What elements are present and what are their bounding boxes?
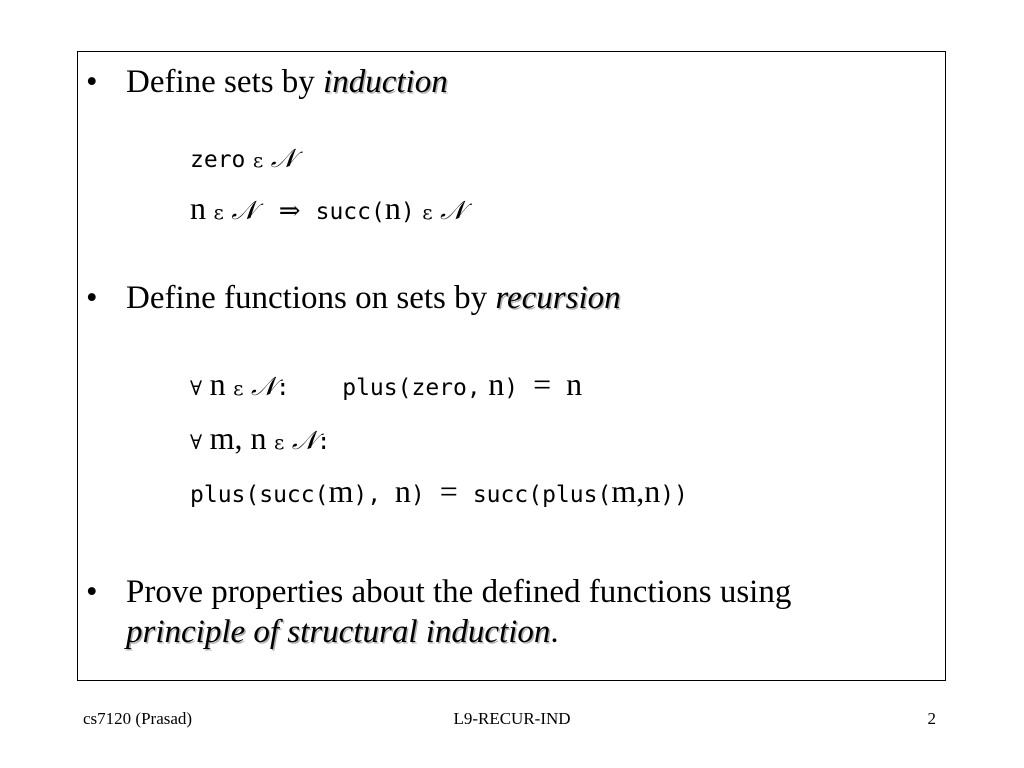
math-line-forall-mn <box>190 420 331 460</box>
math-line-succ <box>190 190 465 230</box>
bullet-define-functions <box>86 278 621 318</box>
bullet-prove-properties <box>86 572 926 652</box>
epsilon-symbol: ε <box>233 376 244 400</box>
bullet-emphasis: principle of structural induction <box>126 614 551 650</box>
math-paren: ), <box>353 482 395 508</box>
math-line-zero <box>190 140 296 178</box>
bullet-dot: • <box>86 574 98 610</box>
epsilon-symbol: ε <box>273 430 285 454</box>
forall-symbol: ∀ <box>190 376 203 400</box>
math-line-plus-succ <box>190 473 688 513</box>
math-line-plus-zero <box>190 366 582 406</box>
math-func: succ(plus( <box>472 482 612 508</box>
math-var: m <box>328 473 354 509</box>
bullet-tail: . <box>550 614 559 650</box>
math-zero: zero <box>190 147 246 173</box>
math-func: succ( <box>315 199 385 225</box>
forall-symbol: ∀ <box>190 430 203 454</box>
math-paren: ) <box>400 199 415 225</box>
bullet-define-sets <box>86 62 448 102</box>
math-func: plus(succ( <box>190 482 329 508</box>
naturals-set-symbol: 𝒩 <box>231 196 257 226</box>
math-colon: : <box>316 429 331 455</box>
math-var: m, n <box>209 420 267 456</box>
bullet-emphasis: induction <box>323 64 448 100</box>
math-var: n <box>394 473 411 509</box>
naturals-set-symbol: 𝒩 <box>270 144 296 174</box>
naturals-set-symbol: 𝒩 <box>291 426 317 456</box>
math-func: plus(zero, <box>342 375 481 401</box>
footer-page-number: 2 <box>927 709 936 728</box>
naturals-set-symbol: 𝒩 <box>440 196 465 226</box>
epsilon-symbol: ε <box>422 200 433 224</box>
math-paren: ) <box>504 375 519 401</box>
math-paren: ) <box>410 482 425 508</box>
bullet-dot: • <box>86 64 98 100</box>
epsilon-symbol: ε <box>252 148 264 172</box>
equals-sign: = <box>439 473 458 509</box>
math-var: n <box>190 190 206 226</box>
bullet-emphasis: recursion <box>495 280 621 316</box>
math-var: m,n <box>611 473 661 509</box>
math-var: n <box>488 366 505 402</box>
naturals-set-symbol: 𝒩 <box>250 372 276 402</box>
math-colon: : <box>275 375 290 401</box>
math-var: n <box>384 190 401 226</box>
math-var: n <box>209 366 226 402</box>
bullet-text: Prove properties about the defined functions using <box>126 574 792 610</box>
implies-symbol: ⇒ <box>278 196 301 226</box>
footer-course: cs7120 (Prasad) <box>83 709 193 728</box>
footer-lecture-id: L9-RECUR-IND <box>453 709 571 728</box>
epsilon-symbol: ε <box>213 200 224 224</box>
bullet-text: Define sets by <box>126 64 324 100</box>
equals-sign: = <box>533 366 552 402</box>
bullet-text: Define functions on sets by <box>126 280 496 316</box>
math-paren: )) <box>660 482 688 508</box>
math-var: n <box>566 366 583 402</box>
bullet-dot: • <box>86 280 98 316</box>
